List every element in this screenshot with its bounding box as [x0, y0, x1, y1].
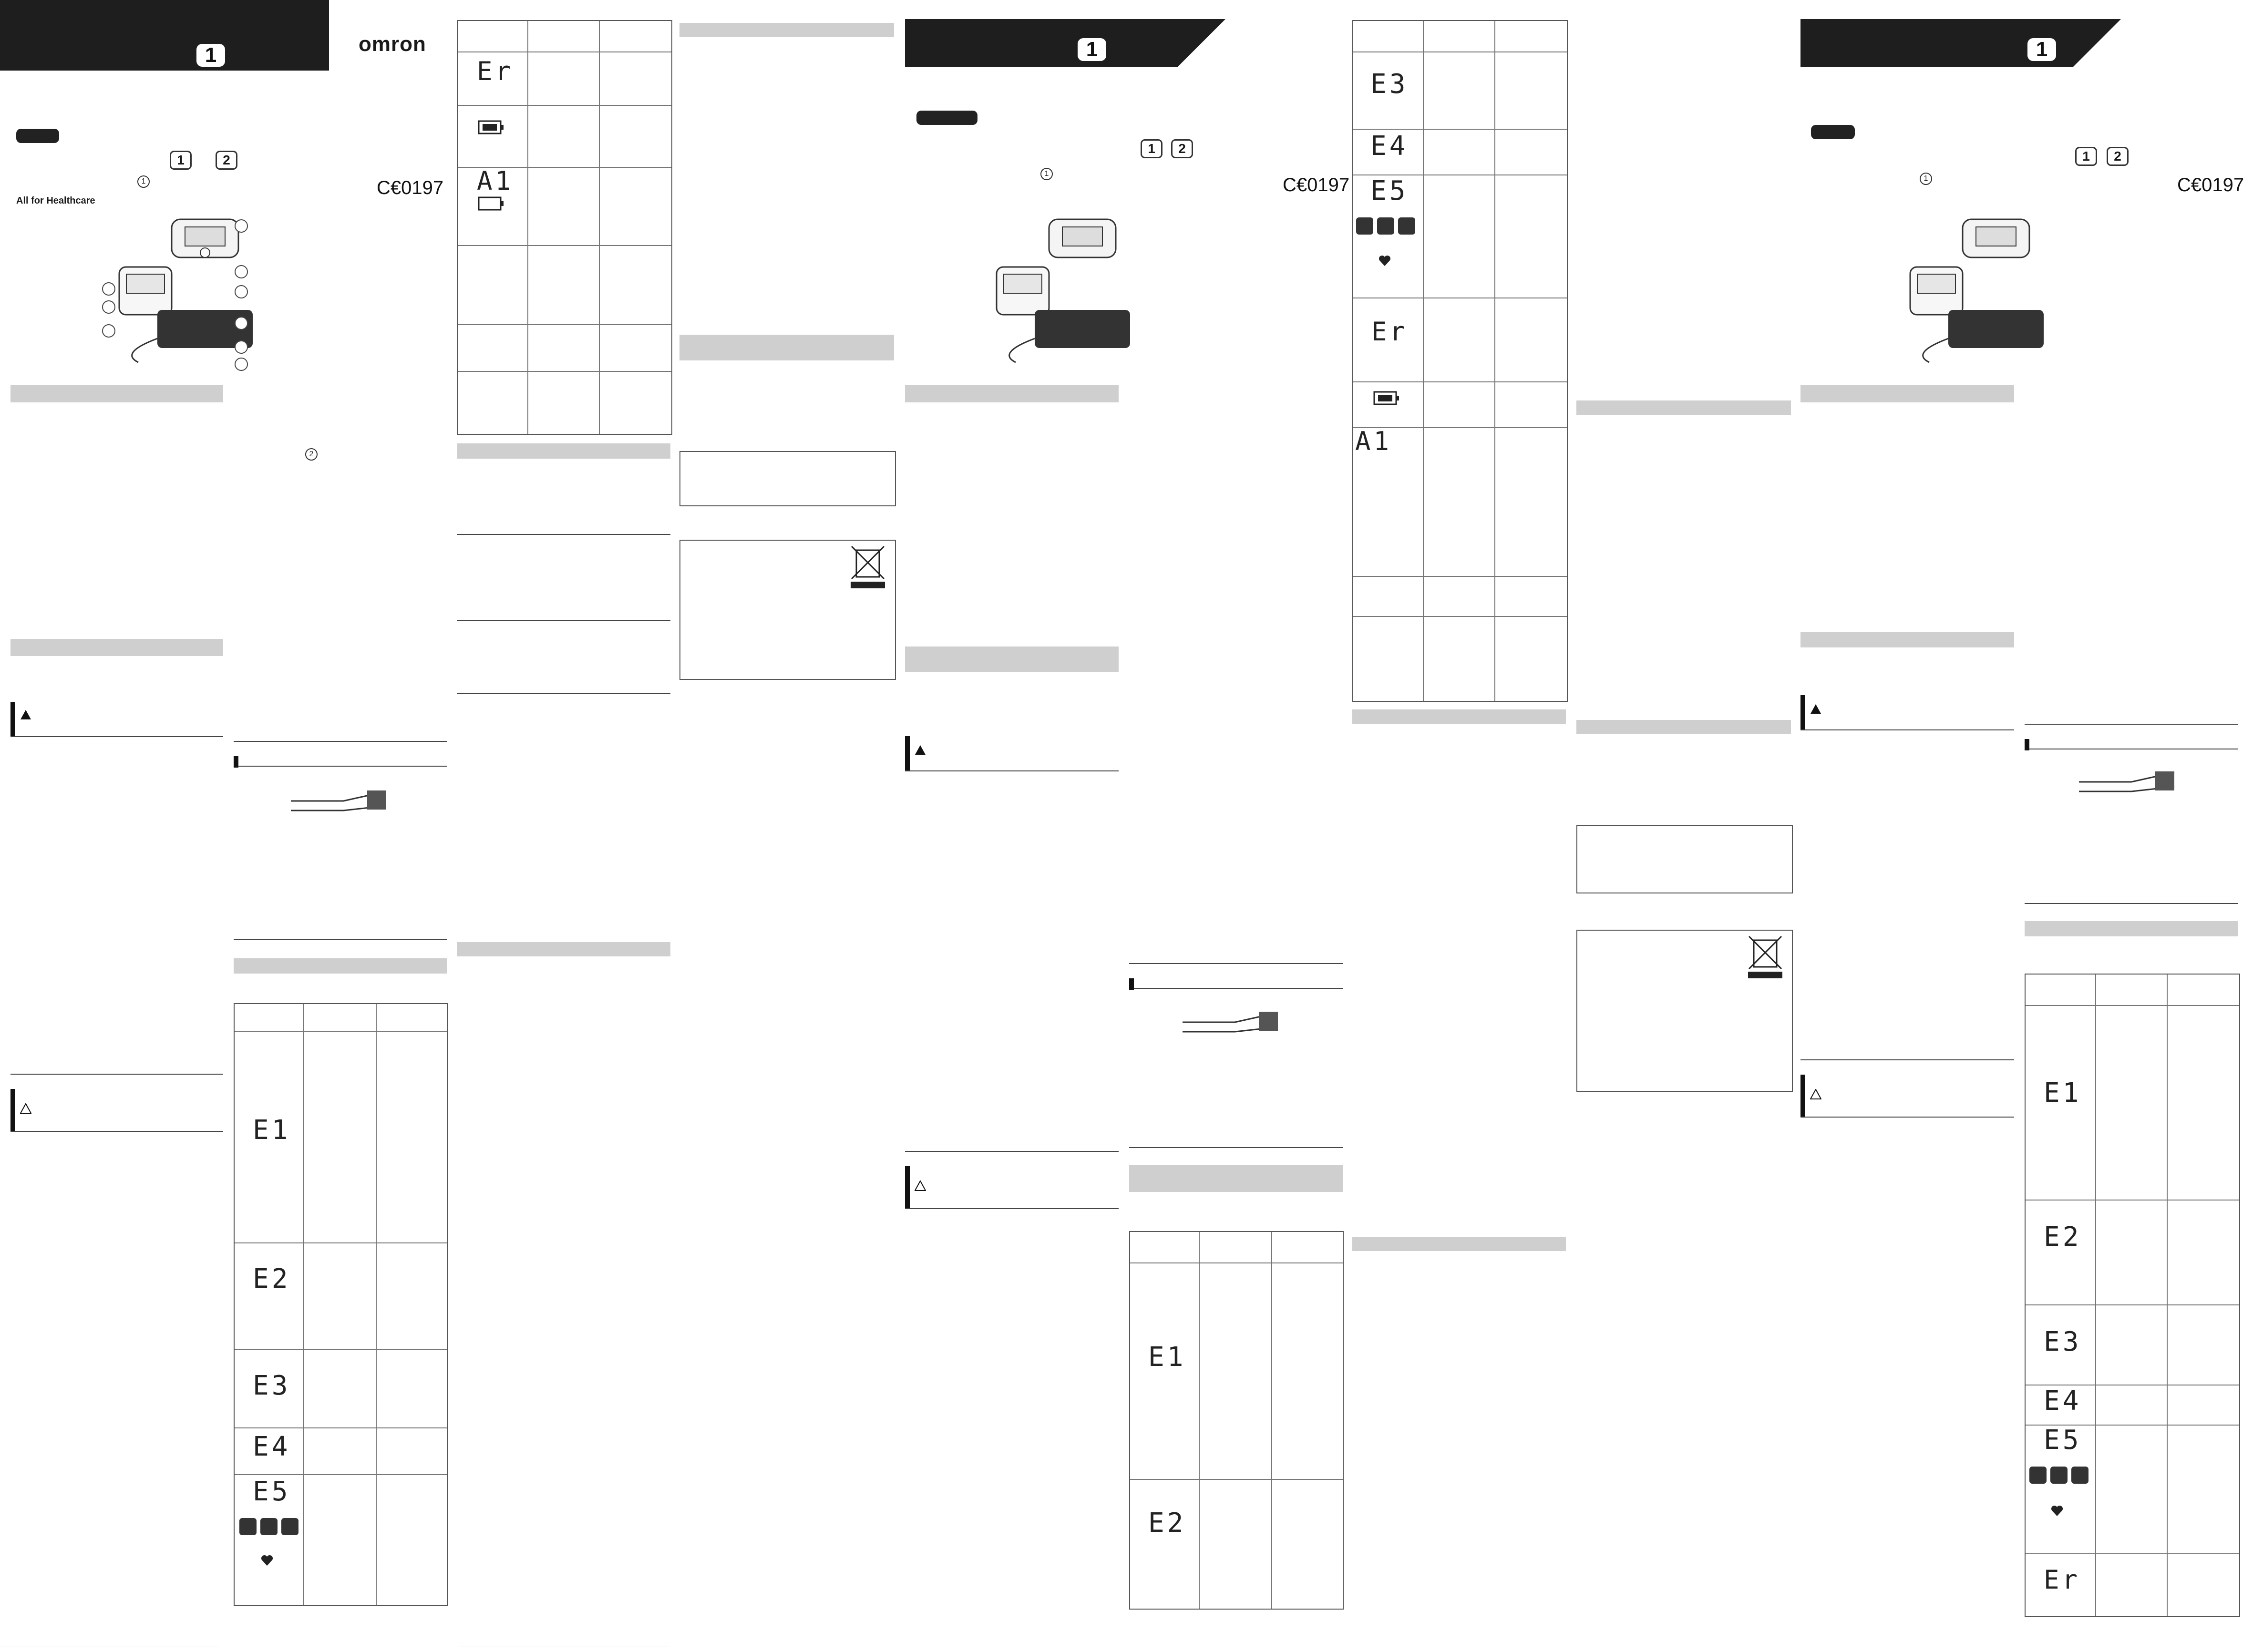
error-table-continued [1352, 20, 1568, 702]
error-code-e1: E1 [2044, 1077, 2082, 1108]
warning-bar [10, 1089, 15, 1132]
error-code-e2: E2 [253, 1263, 291, 1294]
step-marker-2: 2 [216, 151, 237, 170]
error-code-e4: E4 [253, 1431, 291, 1462]
warning-triangle-icon [915, 1180, 926, 1191]
ce-mark: C€0197 [2177, 174, 2244, 195]
rule [234, 741, 447, 742]
section-heading [457, 942, 670, 956]
status-icons [238, 1517, 300, 1536]
warning-triangle-icon [20, 709, 31, 720]
section-heading [905, 385, 1119, 402]
section-heading [234, 958, 447, 974]
omron-logo: omron [359, 32, 426, 56]
heart-icon [2050, 1505, 2064, 1517]
status-icons [2028, 1466, 2090, 1485]
rule [2025, 903, 2238, 904]
step-marker-1: 1 [1141, 139, 1163, 158]
error-code-e2: E2 [1148, 1508, 1186, 1539]
note-box [679, 451, 896, 506]
page-badge: 1 [196, 44, 225, 67]
rule [1800, 1059, 2014, 1060]
section-heading [679, 335, 894, 360]
error-code-er: Er [2044, 1565, 2081, 1595]
device-illustration [1891, 210, 2091, 372]
note-box [1576, 825, 1793, 893]
rule [234, 766, 447, 767]
step-ref-1: 1 [1920, 173, 1932, 185]
error-code-e5: E5 [1370, 175, 1409, 206]
header-bar-middle [905, 19, 1225, 67]
error-code-a1: A1 [477, 166, 514, 196]
step-ref-1: 1 [137, 175, 150, 188]
warning-triangle-icon [1810, 1089, 1821, 1099]
section-heading [457, 443, 670, 459]
rule [10, 736, 223, 737]
language-label [1811, 125, 1855, 139]
rule [905, 1151, 1119, 1152]
rule [905, 770, 1119, 771]
error-table [234, 1003, 448, 1606]
error-code-e5: E5 [2044, 1425, 2082, 1456]
rule [234, 939, 447, 940]
rule [1129, 988, 1343, 989]
callout [235, 340, 248, 354]
ce-mark: C€0197 [377, 177, 444, 198]
rule [1800, 729, 2014, 730]
rule [10, 1131, 223, 1132]
rule [457, 620, 670, 621]
error-code-e3: E3 [2044, 1326, 2082, 1357]
error-code-er: Er [477, 56, 514, 86]
rule [1129, 1147, 1343, 1148]
error-code-er: Er [1371, 317, 1409, 347]
language-label [916, 111, 977, 125]
section-heading [905, 646, 1119, 672]
section-heading [2025, 921, 2238, 936]
weee-bin-icon [849, 544, 887, 589]
warning-bar [10, 702, 15, 737]
battery-icon [478, 195, 504, 212]
section-marker [2025, 739, 2029, 750]
section-heading [10, 639, 223, 656]
error-table [2025, 974, 2240, 1617]
callout [102, 324, 115, 338]
section-marker [234, 756, 238, 768]
arm-cuff-illustration [2074, 763, 2189, 806]
warning-bar [1800, 695, 1805, 730]
error-code-e1: E1 [253, 1115, 291, 1146]
page-badge: 1 [1078, 38, 1106, 61]
error-code-e4: E4 [2044, 1385, 2082, 1416]
section-heading [679, 23, 894, 37]
section-heading [1352, 1237, 1566, 1251]
error-code-e2: E2 [2044, 1221, 2082, 1252]
rule [1129, 963, 1343, 964]
section-heading [1800, 632, 2014, 647]
error-table [1129, 1231, 1344, 1610]
warning-triangle-icon [915, 745, 926, 755]
warning-triangle-icon [20, 1103, 31, 1114]
error-code-e5: E5 [253, 1476, 291, 1507]
callout [235, 358, 248, 371]
warning-bar [905, 736, 910, 771]
step-marker-1: 1 [170, 151, 192, 170]
step-ref-2: 2 [305, 448, 318, 461]
battery-icon [478, 119, 504, 135]
page-badge: 1 [2027, 38, 2056, 61]
arm-cuff-illustration [1178, 1003, 1292, 1046]
heart-icon [1378, 255, 1391, 267]
error-code-e1: E1 [1148, 1342, 1186, 1373]
error-code-e3: E3 [253, 1370, 291, 1401]
section-heading [1800, 385, 2014, 402]
error-code-e3: E3 [1370, 69, 1409, 100]
section-heading [1576, 720, 1791, 734]
device-illustration [977, 210, 1178, 372]
callout [235, 265, 248, 278]
callout [102, 300, 115, 314]
rule [2025, 724, 2238, 725]
weee-bin-icon [1746, 934, 1784, 979]
error-code-e4: E4 [1370, 131, 1409, 162]
warning-bar [1800, 1075, 1805, 1118]
rule [10, 1074, 223, 1075]
warning-triangle-icon [1810, 704, 1821, 714]
tagline: All for Healthcare [16, 195, 95, 206]
header-bar-left [0, 0, 329, 71]
heart-icon [260, 1554, 274, 1567]
warning-bar [905, 1166, 910, 1209]
step-ref-1: 1 [1040, 168, 1053, 180]
step-marker-2: 2 [1171, 139, 1193, 158]
step-marker-2: 2 [2107, 147, 2129, 166]
rule [457, 693, 670, 694]
callout [102, 282, 115, 296]
battery-icon [1373, 390, 1400, 406]
callout [235, 317, 248, 330]
device-illustration [100, 210, 300, 372]
ce-mark: C€0197 [1283, 174, 1350, 195]
section-heading [1129, 1165, 1343, 1192]
callout [235, 285, 248, 298]
header-bar-right [1800, 19, 2121, 67]
step-marker-1: 1 [2075, 147, 2097, 166]
section-heading [1352, 709, 1566, 724]
rule [905, 1208, 1119, 1209]
section-heading [1576, 400, 1791, 415]
callout [235, 219, 248, 233]
rule [1800, 1117, 2014, 1118]
rule [457, 534, 670, 535]
section-heading [10, 385, 223, 402]
section-marker [1129, 978, 1134, 990]
language-label [16, 129, 59, 143]
arm-cuff-illustration [286, 782, 401, 825]
status-icons [1355, 216, 1417, 236]
error-code-a1: A1 [1355, 426, 1392, 456]
